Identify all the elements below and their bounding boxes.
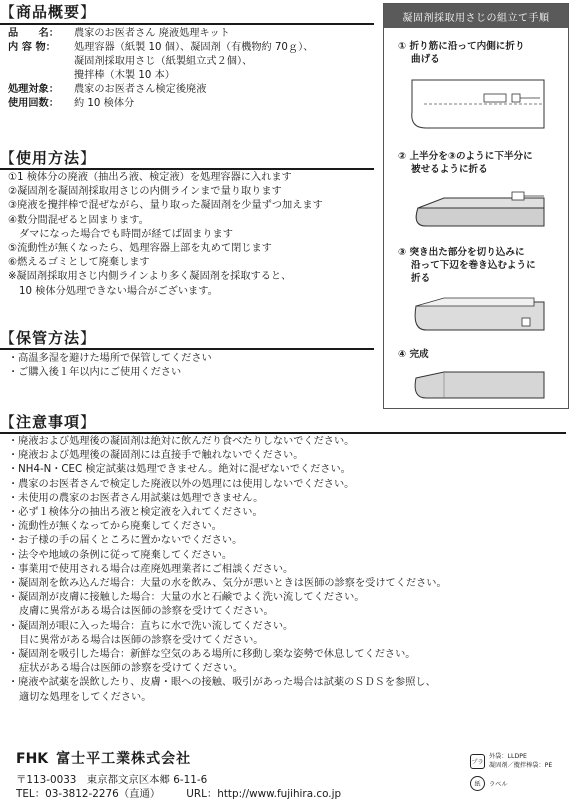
usage-line: 10 検体分処理できない場合がございます。: [19, 285, 218, 297]
caution-line: ・凝固剤を飲み込んだ場合：大量の水を飲み、気分が悪いときは医師の診察を受けてください。: [8, 578, 447, 590]
assembly-step-line: ① 折り筋に沿って内側に折り: [398, 41, 525, 52]
company-logo: FHK: [16, 751, 49, 767]
caution-line: 目に異常がある場合は医師の診察を受けてください。: [19, 634, 264, 646]
assembly-step-line: ④ 完成: [398, 349, 429, 360]
plastic-material-inner: 凝固剤／攪拌棒袋：PE: [489, 762, 553, 769]
caution-line: ・必ず１検体分の抽出ろ液と検定液を入れてください。: [8, 507, 263, 519]
storage-line: ・高温多湿を避けた場所で保管してください: [8, 353, 212, 364]
company-name: FHK 富士平工業株式会社: [16, 751, 192, 767]
storage-rule: [0, 348, 374, 350]
caution-line: 適切な処理をしてください。: [19, 691, 152, 703]
caution-line: ・法令や地域の条例に従って廃棄してください。: [8, 549, 233, 561]
overview-row: [8, 83, 313, 97]
overview-value: 攪拌棒（木製 10 本）: [74, 70, 175, 81]
plastic-recycle-icon: プラ: [470, 754, 485, 769]
usage-list: [8, 171, 323, 299]
overview-label: 内 容 物：: [8, 42, 56, 53]
recycle-plastic: [470, 752, 552, 770]
assembly-step-line: 曲げる: [411, 54, 440, 65]
caution-list: [8, 435, 447, 705]
overview-title: 【 商品概要 】: [0, 2, 97, 21]
overview-value: 凝固剤採取用さじ（紙製組立式２個）、: [74, 56, 253, 67]
overview-value: 約 10 検体分: [74, 98, 135, 109]
caution-line: ・お子様の手の届くところに置かないでください。: [8, 535, 243, 547]
assembly-panel-title: 凝固剤採取用さじの組立て手順: [384, 4, 568, 28]
overview-label: [8, 69, 74, 83]
caution-line: ・廃液および処理後の凝固剤は絶対に飲んだり食べたりしないでください。: [8, 436, 355, 447]
usage-line: ①1 検体分の廃液（抽出ろ液、検定液）を処理容器に入れます: [8, 172, 292, 183]
recycle-paper: [470, 776, 508, 791]
assembly-step-line: ③ 突き出た部分を切り込みに: [398, 247, 525, 258]
overview-label: 処理対象：: [8, 84, 59, 95]
caution-line: ・廃液や試薬を誤飲したり、皮膚・眼への接触、吸引があった場合は試薬のＳＤＳを参照し、: [8, 677, 436, 689]
overview-label: 品 名：: [8, 28, 59, 39]
company-tel: TEL：03-3812-2276（直通）: [16, 788, 161, 800]
usage-rule: [0, 168, 374, 170]
paper-material: ラベル: [489, 781, 508, 788]
overview-row: [8, 55, 313, 69]
storage-title: 【 保管方法 】: [0, 328, 97, 347]
plastic-material-outer: 外袋：LLDPE: [489, 753, 527, 760]
overview-row: [8, 27, 313, 41]
usage-line: ⑥燃えるゴミとして廃棄します: [8, 257, 150, 269]
overview-row: [8, 41, 313, 55]
caution-line: ・廃液および処理後の凝固剤には直接手で触れないでください。: [8, 450, 304, 462]
assembly-panel: [383, 3, 569, 409]
spoon-fold-figure-1: [404, 72, 554, 144]
overview-table: [8, 27, 313, 111]
assembly-step-2: [398, 150, 533, 176]
overview-value: 処理容器（紙製 10 個）、凝固剤（有機物約 70ｇ）、: [74, 42, 314, 53]
assembly-step-4: [398, 348, 429, 361]
caution-line: ・事業用で使用される場合は産廃処理業者にご相談ください。: [8, 563, 294, 575]
assembly-step-1: [398, 40, 525, 66]
company-contact: [16, 785, 341, 800]
paper-recycle-icon: 紙: [470, 776, 485, 791]
assembly-step-line: 被せるように折る: [411, 164, 488, 175]
overview-row: [8, 69, 313, 83]
caution-line: ・NH4-N・CEC 検定試薬は処理できません。絶対に混ぜないでください。: [8, 464, 351, 476]
caution-line: ・流動性が無くなってから廃棄してください。: [8, 521, 222, 533]
overview-value: 農家のお医者さん 廃液処理キット: [74, 28, 230, 39]
usage-line: ②凝固剤を凝固剤採取用さじの内側ラインまで量り取ります: [8, 186, 282, 198]
usage-title: 【 使用方法 】: [0, 148, 97, 167]
overview-value: 農家のお医者さん検定後廃液: [74, 84, 207, 95]
assembly-step-line: ② 上半分を③のように下半分に: [398, 151, 533, 162]
caution-line: ・農家のお医者さんで検定した廃液以外の処理には使用しないでください。: [8, 478, 355, 490]
assembly-step-line: 沿って下辺を巻き込むように: [411, 260, 536, 271]
usage-line: ⑤流動性が無くなったら、処理容器上部を丸めて閉じます: [8, 243, 272, 255]
caution-line: ・凝固剤が眼に入った場合：直ちに水で洗い流してください。: [8, 620, 294, 632]
usage-line: ダマになった場合でも時間が経てば固まります: [19, 228, 233, 240]
storage-list: [8, 352, 212, 380]
caution-title: 【 注意事項 】: [0, 412, 97, 431]
assembly-step-line: 折る: [411, 273, 431, 284]
company-address: 〒113-0033 東京都文京区本郷 6-11-6: [16, 774, 208, 786]
caution-line: ・凝固剤が皮膚に接触した場合：大量の水と石鹸でよく洗い流してください。: [8, 592, 365, 604]
usage-line: ④数分間混ぜると固まります。: [8, 214, 149, 226]
spoon-completed-figure: [404, 366, 554, 406]
usage-line: ③廃液を攪拌棒で混ぜながら、量り取った凝固剤を少量ずつ加えます: [8, 200, 323, 212]
usage-line: ※凝固剤採取用さじ内側ラインより多く凝固剤を採取すると、: [8, 271, 292, 283]
assembly-step-3: [398, 246, 536, 285]
overview-row: [8, 97, 313, 111]
company-url: URL：http://www.fujihira.co.jp: [186, 788, 342, 800]
caution-line: 症状がある場合は医師の診察を受けてください。: [19, 663, 244, 675]
overview-label: [8, 55, 74, 69]
spoon-fold-figure-3: [404, 292, 554, 342]
storage-line: ・ご購入後１年以内にご使用ください: [8, 367, 182, 379]
overview-rule: [0, 23, 374, 25]
spoon-fold-figure-2: [404, 186, 554, 246]
caution-line: ・凝固剤を吸引した場合：新鮮な空気のある場所に移動し楽な姿勢で休息してください。: [8, 649, 416, 661]
overview-label: 使用回数：: [8, 98, 59, 109]
caution-line: 皮膚に異常がある場合は医師の診察を受けてください。: [19, 606, 274, 618]
caution-rule: [0, 432, 566, 434]
caution-line: ・未使用の農家のお医者さん用試薬は処理できません。: [8, 492, 264, 504]
